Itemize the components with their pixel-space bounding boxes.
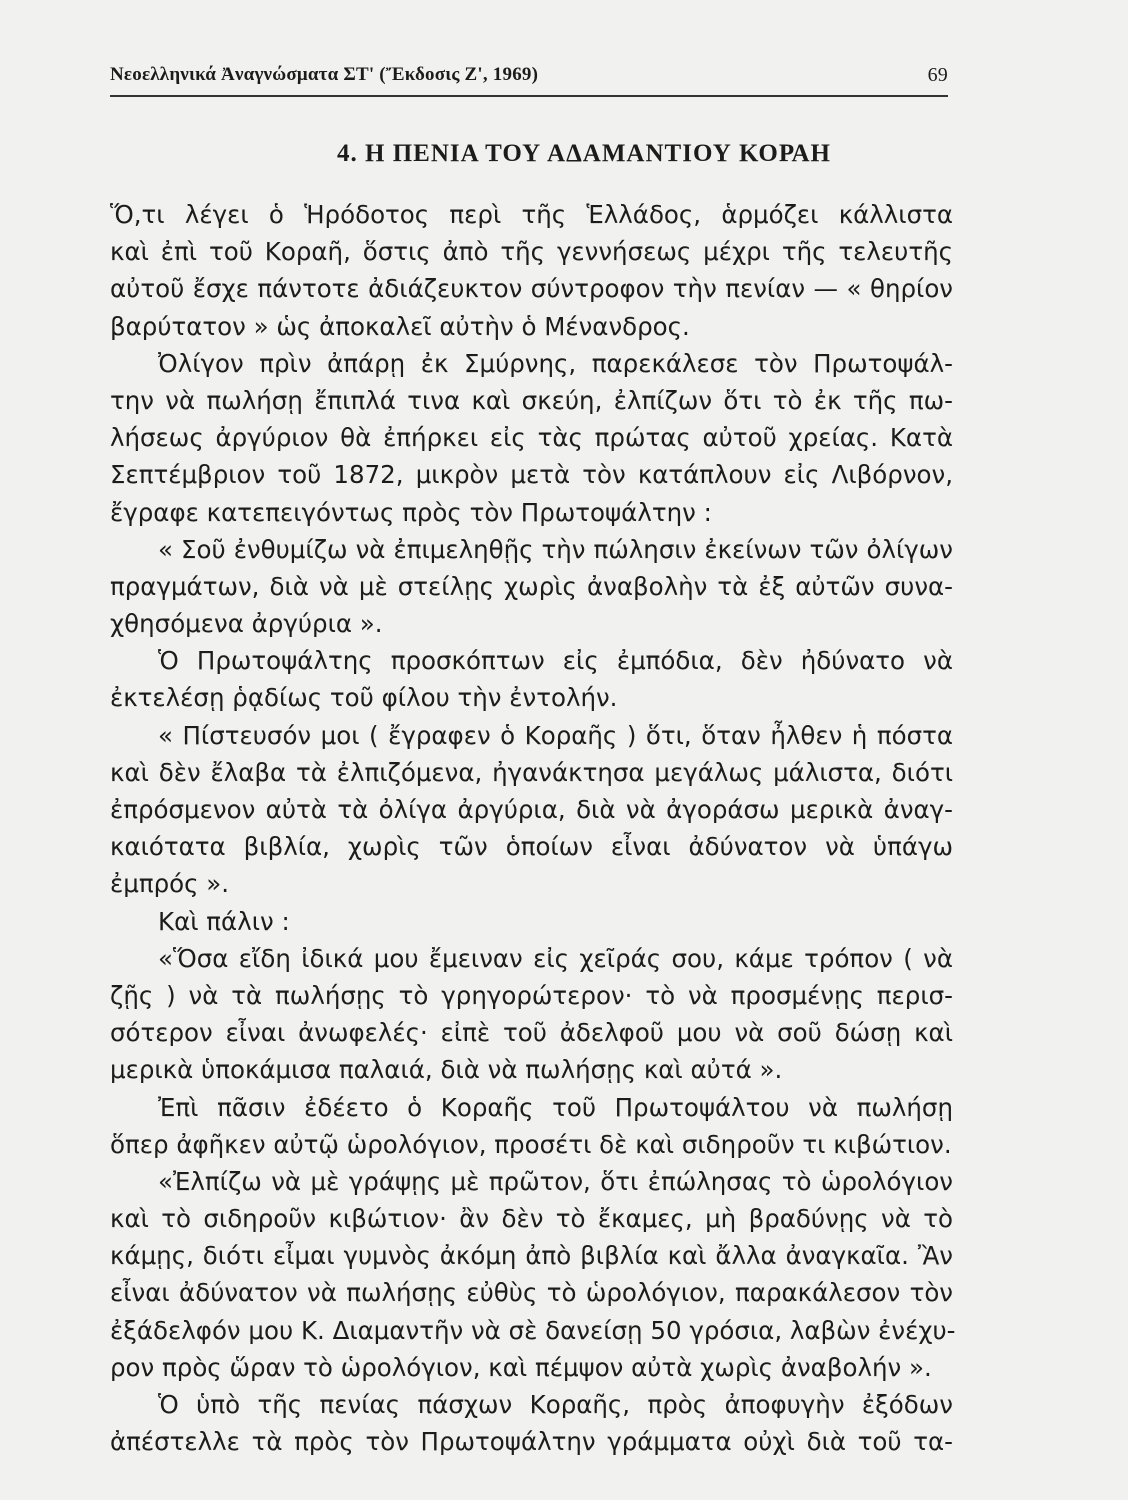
text-line: λήσεως ἀργύριον θὰ ἐπήρκει εἰς τὰς πρώτας αὐτοῦ χρείας. Κατὰ bbox=[110, 423, 953, 453]
text-line: καὶ δὲν ἔλαβα τὰ ἐλπιζόμενα, ἠγανάκτησα μεγάλως μάλιστα, διότι bbox=[110, 757, 953, 787]
text-line: μερικὰ ὑποκάμισα παλαιά, διὰ νὰ πωλήσῃς καὶ αὐτά ». bbox=[110, 1055, 783, 1085]
text-line: Καὶ πάλιν : bbox=[158, 906, 290, 936]
text-line: «Ἐλπίζω νὰ μὲ γράψῃς μὲ πρῶτον, ὅτι ἐπώλησας τὸ ὡρολόγιον bbox=[158, 1166, 953, 1196]
text-line: καὶ ἐπὶ τοῦ Κοραῆ, ὅστις ἀπὸ τῆς γεννήσεως μέχρι τῆς τελευτῆς bbox=[110, 237, 953, 267]
running-header bbox=[110, 60, 948, 92]
text-line: ὅπερ ἀφῆκεν αὐτῷ ὡρολόγιον, προσέτι δὲ καὶ σιδηροῦν τι κιβώτιον. bbox=[110, 1129, 952, 1159]
text-line: Ἐπὶ πᾶσιν ἐδέετο ὁ Κοραῆς τοῦ Πρωτοψάλτου νὰ πωλήσῃ bbox=[158, 1092, 953, 1122]
text-line: πραγμάτων, διὰ νὰ μὲ στείλῃς χωρὶς ἀναβολὴν τὰ ἐξ αὐτῶν συνα- bbox=[110, 571, 953, 601]
text-line: ἐκτελέσῃ ῥᾳδίως τοῦ φίλου τὴν ἐντολήν. bbox=[110, 683, 618, 713]
text-line: «Ὅσα εἴδη ἰδικά μου ἔμειναν εἰς χεῖράς σου, κάμε τρόπον ( νὰ bbox=[158, 943, 953, 973]
text-line: κάμῃς, διότι εἶμαι γυμνὸς ἀκόμη ἀπὸ βιβλία καὶ ἄλλα ἀναγκαῖα. Ἂν bbox=[110, 1241, 953, 1271]
text-line: Ὀλίγον πρὶν ἀπάρῃ ἐκ Σμύρνης, παρεκάλεσε τὸν Πρωτοψάλ- bbox=[158, 348, 953, 378]
text-line: εἶναι ἀδύνατον νὰ πωλήσῃς εὐθὺς τὸ ὡρολόγιον, παρακάλεσον τὸν bbox=[110, 1278, 953, 1308]
text-line: ζῇς ) νὰ τὰ πωλήσῃς τὸ γρηγορώτερον· τὸ νὰ προσμένῃς περισ- bbox=[110, 980, 953, 1010]
text-line: αὐτοῦ ἔσχε πάντοτε ἀδιάζευκτον σύντροφον τὴν πενίαν — « θηρίον bbox=[110, 274, 953, 304]
page-number: 69 bbox=[927, 64, 948, 86]
text-line: ἀπέστελλε τὰ πρὸς τὸν Πρωτοψάλτην γράμματα οὐχὶ διὰ τοῦ τα- bbox=[110, 1427, 953, 1457]
text-line: ἐξάδελφόν μου Κ. Διαμαντῆν νὰ σὲ δανείσῃ 50 γρόσια, λαβὼν ἐνέχυ- bbox=[110, 1315, 956, 1345]
text-line: ἐμπρός ». bbox=[110, 869, 230, 899]
text-line: χθησόμενα ἀργύρια ». bbox=[110, 609, 383, 639]
text-line: « Σοῦ ἐνθυμίζω νὰ ἐπιμεληθῇς τὴν πώλησιν ἐκείνων τῶν ὀλίγων bbox=[158, 534, 953, 564]
text-line: Ὁ ὑπὸ τῆς πενίας πάσχων Κοραῆς, πρὸς ἀποφυγὴν ἐξόδων bbox=[158, 1390, 953, 1419]
chapter-title: 4. Η ΠΕΝΙΑ ΤΟΥ ΑΔΑΜΑΝΤΙΟΥ ΚΟΡΑΗ bbox=[337, 140, 831, 167]
text-line: την νὰ πωλήσῃ ἔπιπλά τινα καὶ σκεύη, ἐλπίζων ὅτι τὸ ἐκ τῆς πω- bbox=[110, 385, 953, 415]
text-line: Ὁ Πρωτοψάλτης προσκόπτων εἰς ἐμπόδια, δὲν ἠδύνατο νὰ bbox=[158, 646, 953, 676]
body-text bbox=[110, 196, 956, 1460]
text-line: ρον πρὸς ὥραν τὸ ὡρολόγιον, καὶ πέμψον αὐτὰ χωρὶς ἀναβολήν ». bbox=[110, 1352, 932, 1382]
text-line: « Πίστευσόν μοι ( ἔγραφεν ὁ Κοραῆς ) ὅτι, ὅταν ἦλθεν ἡ πόστα bbox=[158, 720, 953, 750]
text-line: καὶ τὸ σιδηροῦν κιβώτιον· ἂν δὲν τὸ ἔκαμες, μὴ βραδύνῃς νὰ τὸ bbox=[110, 1204, 953, 1234]
text-line: Σεπτέμβριον τοῦ 1872, μικρὸν μετὰ τὸν κατάπλουν εἰς Λιβόρνον, bbox=[110, 460, 953, 490]
header-rule bbox=[110, 95, 948, 97]
text-line: ἔγραφε κατεπειγόντως πρὸς τὸν Πρωτοψάλτην : bbox=[110, 497, 712, 527]
text-line: Ὅ,τι λέγει ὁ Ἡρόδοτος περὶ τῆς Ἑλλάδος, ἁρμόζει κάλλιστα bbox=[110, 200, 953, 229]
text-line: ἐπρόσμενον αὐτὰ τὰ ὀλίγα ἀργύρια, διὰ νὰ ἀγοράσω μερικὰ ἀναγ- bbox=[110, 795, 953, 824]
text-line: βαρύτατον » ὡς ἀποκαλεῖ αὐτὴν ὁ Μένανδρος. bbox=[110, 311, 690, 341]
text-line: σότερον εἶναι ἀνωφελές· εἰπὲ τοῦ ἀδελφοῦ μου νὰ σοῦ δώσῃ καὶ bbox=[110, 1018, 953, 1048]
text-line: καιότατα βιβλία, χωρὶς τῶν ὁποίων εἶναι ἀδύνατον νὰ ὑπάγω bbox=[110, 832, 953, 862]
running-title: Νεοελληνικά Ἀναγνώσματα ΣΤ' (Ἔκδοσις Ζ', 1969) bbox=[110, 64, 539, 85]
